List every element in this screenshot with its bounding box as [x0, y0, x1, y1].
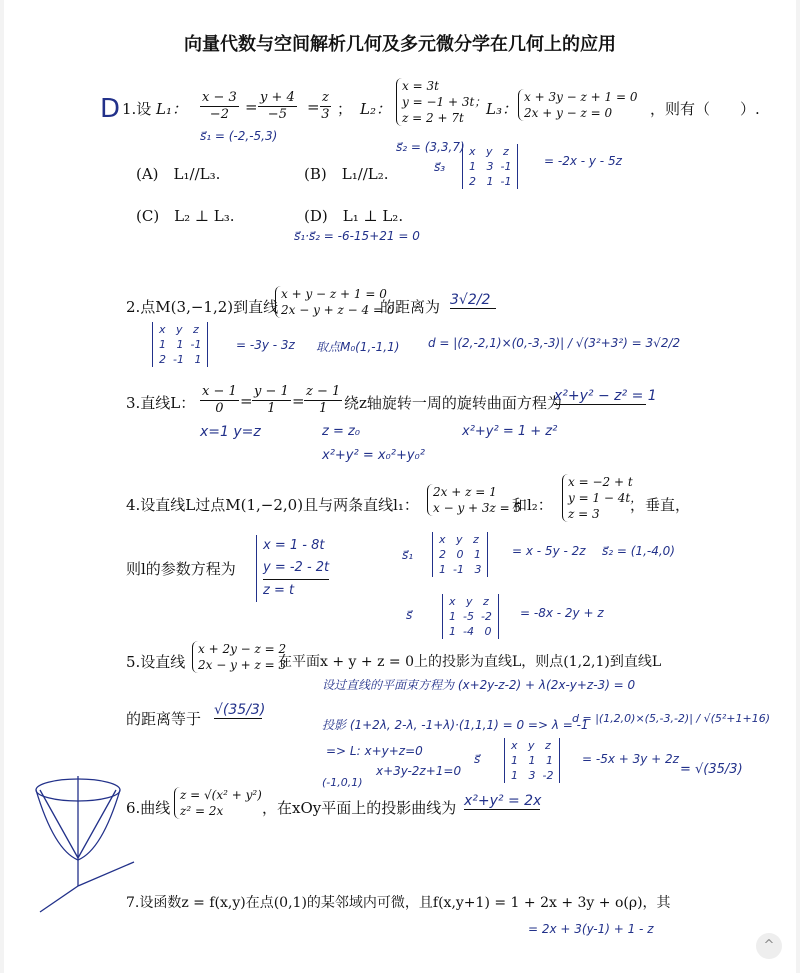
hw-q1-s1: s⃗₁ = (-2,-5,3): [200, 129, 278, 143]
hw-q4-s: s⃗: [406, 608, 413, 622]
q3-frac-y: $\frac{y - 1}{1}$: [254, 384, 289, 416]
handwritten-answer-mark: D: [100, 94, 121, 124]
q6-answer-blank: x²+y² = 2x: [464, 793, 542, 809]
q1-l1-label: L₁：: [156, 100, 187, 118]
scroll-to-top-button[interactable]: ^: [756, 933, 782, 959]
q1-l3-system: x + 3y − z + 1 = 0 2x + y − z = 0: [518, 89, 638, 121]
handwritten-sketch-layer: [4, 0, 796, 973]
hw-q4-determinant-1: x y z 2 0 1 1 -1 3: [432, 532, 488, 577]
q5-line2: 的距离等于: [126, 710, 202, 728]
q1-frac-y: $\frac{y + 4}{-5}$: [260, 90, 295, 122]
cone-paraboloid-sketch-icon: [36, 776, 134, 912]
q4-and: 和l₂：: [512, 496, 553, 514]
hw-q1-s2: s⃗₂ = (3,3,7): [396, 140, 465, 154]
q2-tail: 的距离为: [380, 298, 441, 316]
hw-q3-line1: x=1 y=z: [200, 424, 261, 440]
hw-q4-result-2: = -8x - 2y + z: [520, 606, 604, 620]
hw-q3-line4: x²+y² = 1 + z²: [462, 424, 558, 439]
q3-answer-blank: x²+y² − z² = 1: [554, 388, 657, 404]
hw-q5-distance: d = |(1,2,0)×(5,-3,-2)| / √(5²+1+16): [572, 712, 771, 725]
q3-tail: 绕z轴旋转一周的旋转曲面方程为: [344, 394, 562, 412]
hw-q3-line3: x²+y² = x₀²+y₀²: [322, 448, 425, 463]
hw-q1-dot: s⃗₁·s⃗₂ = -6-15+21 = 0: [294, 229, 420, 243]
q1-question: ，则有（ ）.: [650, 100, 760, 118]
hw-q5-line3: => L: x+y+z=0: [326, 744, 423, 758]
q3-frac-x: $\frac{x - 1}{0}$: [202, 384, 237, 416]
hw-q2-point: 取点M₀(1,-1,1): [316, 340, 400, 354]
hw-q5-point: (-1,0,1): [322, 776, 363, 789]
q6-system: z = √(x² + y²) z² = 2x: [174, 787, 262, 819]
q2-answer-blank: 3√2/2: [450, 292, 496, 309]
hw-q4-result-1: = x - 5y - 2z: [512, 544, 586, 558]
q6-tail: ，在xOy平面上的投影曲线为: [262, 799, 457, 817]
q2-text: 2.点M(3,−1,2)到直线: [126, 298, 279, 316]
q1-option-b: (B) L₁//L₂.: [304, 165, 389, 183]
hw-q5-determinant: x y z 1 1 1 1 3 -2: [504, 738, 560, 783]
q1-option-c: (C) L₂ ⊥ L₃.: [136, 207, 235, 225]
hw-q1-s3: s⃗₃: [434, 160, 446, 174]
hw-q4-determinant-2: x y z 1 -5 -2 1 -4 0: [442, 594, 499, 639]
hw-q2-distance: d = |(2,-2,1)×(0,-3,-3)| / √(3²+3²) = 3√2/2: [428, 336, 681, 350]
q2-system: x + y − z + 1 = 0 2x − y + z − 4 = 0: [275, 286, 395, 318]
hw-q1-result: = -2x - y - 5z: [544, 154, 622, 168]
hw-q1-determinant: x y z 1 3 -1 2 1 -1: [462, 144, 518, 189]
q4-perpendicular: ，垂直，: [630, 496, 691, 514]
hw-q7: = 2x + 3(y-1) + 1 - z: [528, 922, 654, 936]
hw-q4-s1: s⃗₁: [402, 548, 414, 562]
q5-answer-blank: √(35/3): [214, 702, 266, 718]
q7-text: 7.设函数z = f(x,y)在点(0,1)的某邻域内可微，且f(x,y+1) = 1 + 2x + 3y + o(ρ)，其: [126, 895, 671, 911]
q1-prefix: 1.设: [122, 100, 152, 118]
q1-l2-label: L₂：: [360, 100, 391, 118]
hw-q5-line4: x+3y-2z+1=0: [376, 764, 462, 778]
q4-text: 4.设直线L过点M(1,−2,0)且与两条直线l₁：: [126, 496, 419, 514]
page-title: 向量代数与空间解析几何及多元微分学在几何上的应用: [184, 34, 616, 55]
hw-q5-line2: 投影 (1+2λ, 2-λ, -1+λ)·(1,1,1) = 0 => λ = -1: [322, 718, 589, 732]
document-page: 向量代数与空间解析几何及多元微分学在几何上的应用 D 1.设 L₁： $\frac{x - 3}{-2}$ = $\frac{y + 4}{-5}$ = $\frac{z}{3}$ ； L₂： x = 3t y = −1 + 3t； z = 2 + 7t L₃： x + 3y − z + 1 = 0 2x + y − z = 0 ，则有（ ）. s⃗₁ = (-2,-5,3) s⃗₂ = (3,3,7) s⃗₃ x y z 1 3 -1 2 1 -1 = -2x - y - 5z (A) L₁//L₃. (B) L₁//L₂. (C) L₂ ⊥ L₃. (D) L₁ ⊥ L₂. s⃗₁·s⃗₂ = -6-15+21 = 0 2.点M(3,−1,2)到直线 x + y − z + 1 = 0 2x − y + z − 4 = 0 的距离为 3√2/2 x y z 1 1 -1 2 -1 1 = -3y - 3z 取点M₀(1,-1,1) d = |(2,-2,1)×(0,-3,-3)| / √(3²+3²) = 3√2/2 3.直线L： $\frac{x - 1}{0}$ = $\frac{y - 1}{1}$ = $\frac{z - 1}{1}$ 绕z轴旋转一周的旋转曲面方程为 x²+y² − z² = 1 x=1 y=z z = z₀ x²+y² = x₀²+y₀² x²+y² = 1 + z² 4.设直线L过点M(1,−2,0)且与两条直线l₁： 2x + z = 1 x − y + 3z = 5 和l₂： x = −2 + t y = 1 − 4t， z = 3 ，垂直， 则l的参数方程为 x = 1 - 8t y = -2 - 2t z = t s⃗₁ x y z 2 0 1 1 -1 3 = x - 5y - 2z s⃗₂ = (1,-4,0) s⃗ x y z 1 -5 -2 1 -4 0 = -8x - 2y + z 5.设直线 x + 2y − z = 2 2x − y + z = 3 在平面x + y + z = 0上的投影为直线L，则点(1,2,1)到直线L 的距离等于 √(35/3) 设过直线的平面束方程为 (x+2y-z-2) + λ(2x-y+z-3) = 0 投影 (1+2λ, 2-λ, -1+λ)·(1,1,1) = 0 => λ = -1 => L: x+y+z=0 x+3y-2z+1=0 (-1,0,1) s⃗ x y z 1 1 1 1 3 -2 = -5x + 3y + 2z d = |(1,2,0)×(5,-3,-2)| / √(5²+1+16) = √(35/3) 6.曲线 z = √(x² + y²) z² = 2x ，在xOy平面上的投影曲线为 x²+y² = 2x 7.设函数z = f(x,y)在点(0,1)的某邻域内可微，且f(x,y+1) = 1 + 2x + 3y + o(ρ)，其 = 2x + 3(y-1) + 1 - z ^: [4, 0, 796, 973]
hw-q3-line2: z = z₀: [322, 424, 361, 439]
hw-q5-distance-result: = √(35/3): [680, 762, 743, 777]
q1-option-d: (D) L₁ ⊥ L₂.: [304, 207, 404, 225]
q1-frac-z: $\frac{z}{3}$: [321, 90, 330, 122]
q4-answer-blank: x = 1 - 8t y = -2 - 2t z = t: [256, 535, 329, 602]
q1-l3-label: L₃：: [486, 100, 517, 118]
q5-middle: 在平面x + y + z = 0上的投影为直线L，则点(1,2,1)到直线L: [278, 654, 662, 670]
q1-l2-system: x = 3t y = −1 + 3t； z = 2 + 7t: [396, 78, 486, 126]
q5-system: x + 2y − z = 2 2x − y + z = 3: [192, 641, 286, 673]
q1-answer-bracket-icon: [322, 96, 326, 116]
hw-q5-line1: 设过直线的平面束方程为 (x+2y-z-2) + λ(2x-y+z-3) = 0: [322, 678, 636, 692]
q1-option-a: (A) L₁//L₃.: [136, 165, 221, 183]
hw-q2-result: = -3y - 3z: [236, 338, 295, 352]
hw-q5-s: s⃗: [474, 752, 481, 766]
q4-system-1: 2x + z = 1 x − y + 3z = 5: [427, 484, 521, 516]
q1-frac-x: $\frac{x - 3}{-2}$: [202, 90, 237, 122]
hw-q5-result: = -5x + 3y + 2z: [582, 752, 679, 766]
q3-prefix: 3.直线L：: [126, 394, 196, 412]
q6-text: 6.曲线: [126, 799, 171, 817]
q4-system-2: x = −2 + t y = 1 − 4t， z = 3: [562, 474, 642, 522]
q3-frac-z: $\frac{z - 1}{1}$: [306, 384, 341, 416]
q4-line2: 则l的参数方程为: [126, 560, 236, 578]
hw-q4-s2: s⃗₂ = (1,-4,0): [602, 544, 675, 558]
hw-q2-determinant: x y z 1 1 -1 2 -1 1: [152, 322, 208, 367]
q5-text: 5.设直线: [126, 653, 186, 671]
